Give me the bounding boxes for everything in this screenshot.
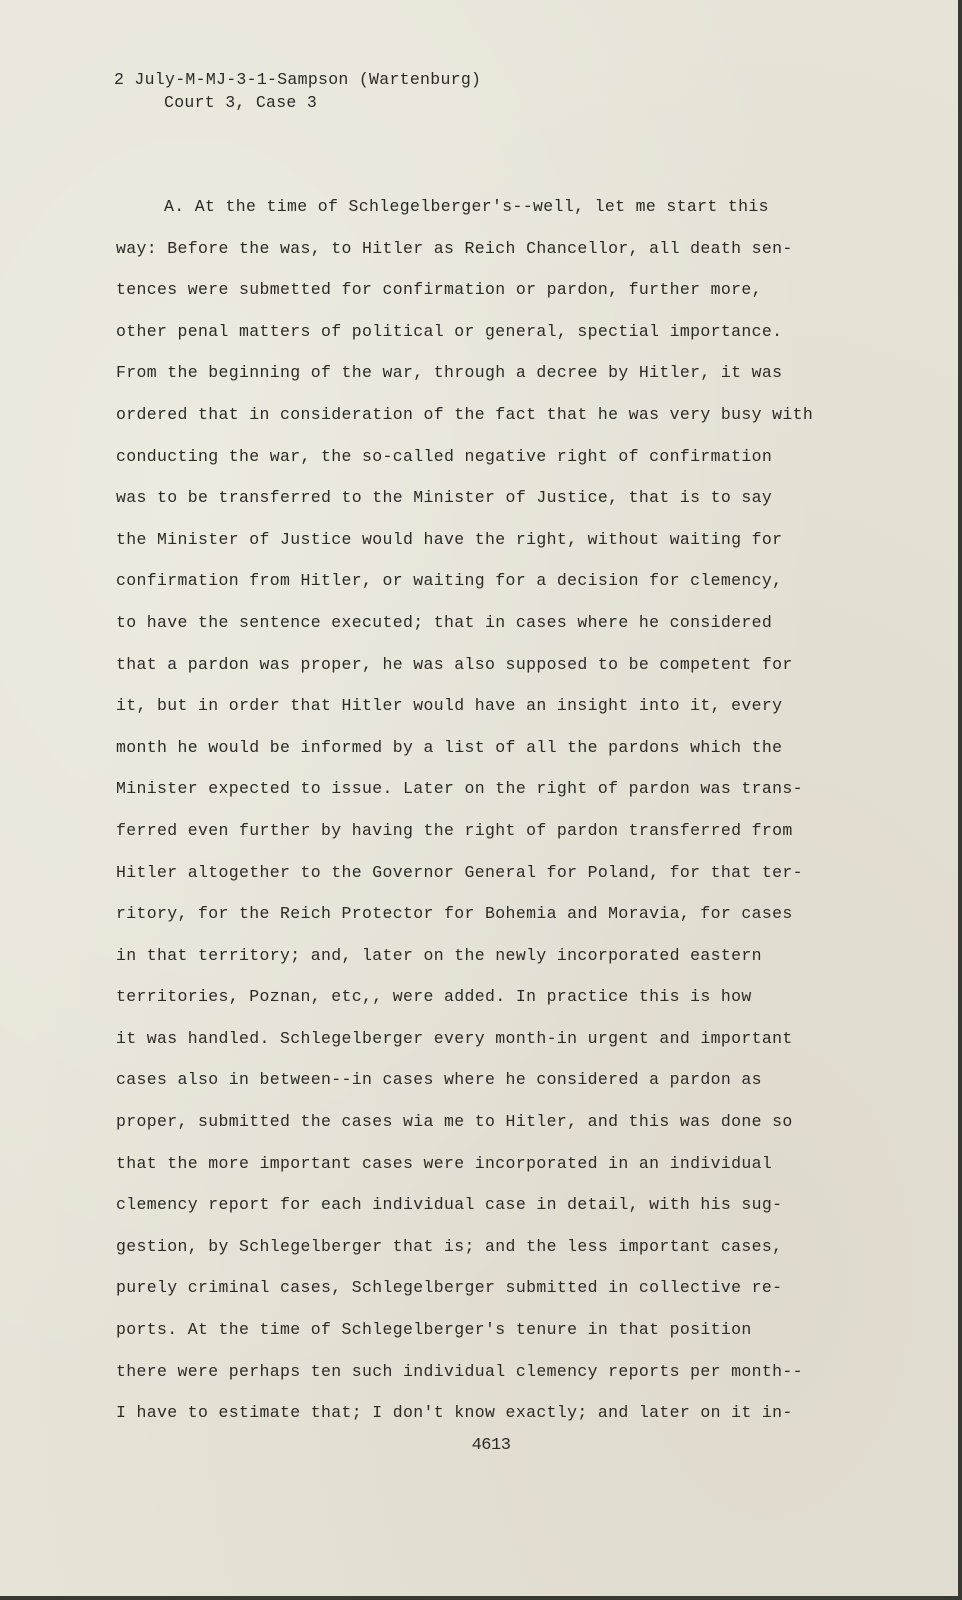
scan-edge-bottom: [0, 1596, 962, 1600]
body-line: was to be transferred to the Minister of Justice, that is to say: [116, 488, 773, 508]
body-line: tences were submetted for confirmation or pardon, further more,: [116, 280, 762, 300]
body-line: in that territory; and, later on the newly incorporated eastern: [116, 945, 762, 965]
body-line: purely criminal cases, Schlegelberger submitted in collective re-: [116, 1278, 783, 1298]
body-line: it, but in order that Hitler would have an insight into it, every: [116, 696, 783, 716]
body-line: ritory, for the Reich Protector for Bohemia and Moravia, for cases: [116, 904, 793, 924]
body-line: proper, submitted the cases wia me to Hitler, and this was done so: [116, 1112, 793, 1132]
body-line: territories, Poznan, etc,, were added. In practice this is how: [116, 987, 752, 1007]
body-line: that the more important cases were incorporated in an individual: [116, 1153, 773, 1173]
body-line: gestion, by Schlegelberger that is; and the less important cases,: [116, 1236, 783, 1256]
body-line: A. At the time of Schlegelberger's--well, let me start this: [164, 197, 769, 216]
body-line: ferred even further by having the right of pardon transferred from: [116, 820, 793, 840]
body-line: From the beginning of the war, through a decree by Hitler, it was: [116, 363, 783, 383]
body-line: there were perhaps ten such individual clemency reports per month--: [116, 1361, 803, 1381]
body-line: other penal matters of political or general, spectial importance.: [116, 321, 783, 341]
scan-edge-right: [958, 0, 962, 1600]
body-line: confirmation from Hitler, or waiting for a decision for clemency,: [116, 571, 783, 591]
body-line: to have the sentence executed; that in cases where he considered: [116, 612, 773, 632]
body-line: I have to estimate that; I don't know exactly; and later on it in-: [116, 1403, 793, 1423]
body-line: ordered that in consideration of the fact that he was very busy with: [116, 404, 814, 424]
body-line: ports. At the time of Schlegelberger's tenure in that position: [116, 1320, 752, 1340]
document-header: [114, 68, 481, 114]
transcript-body: [116, 186, 816, 1434]
body-line: way: Before the was, to Hitler as Reich Chancellor, all death sen-: [116, 238, 793, 258]
body-line: Hitler altogether to the Governor General for Poland, for that ter-: [116, 862, 803, 882]
page-number: 4613: [471, 1436, 511, 1455]
body-line: it was handled. Schlegelberger every month-in urgent and important: [116, 1028, 793, 1048]
body-line: conducting the war, the so-called negative right of confirmation: [116, 446, 773, 466]
body-line: that a pardon was proper, he was also supposed to be competent for: [116, 654, 793, 674]
header-line-1: 2 July-M-MJ-3-1-Sampson (Wartenburg): [114, 70, 482, 89]
body-line: Minister expected to issue. Later on the right of pardon was trans-: [116, 779, 803, 799]
header-line-2: Court 3, Case 3: [164, 93, 318, 112]
body-line: the Minister of Justice would have the right, without waiting for: [116, 529, 783, 549]
body-line: cases also in between--in cases where he considered a pardon as: [116, 1070, 762, 1090]
body-line: clemency report for each individual case in detail, with his sug-: [116, 1195, 783, 1215]
body-line: month he would be informed by a list of all the pardons which the: [116, 737, 783, 757]
